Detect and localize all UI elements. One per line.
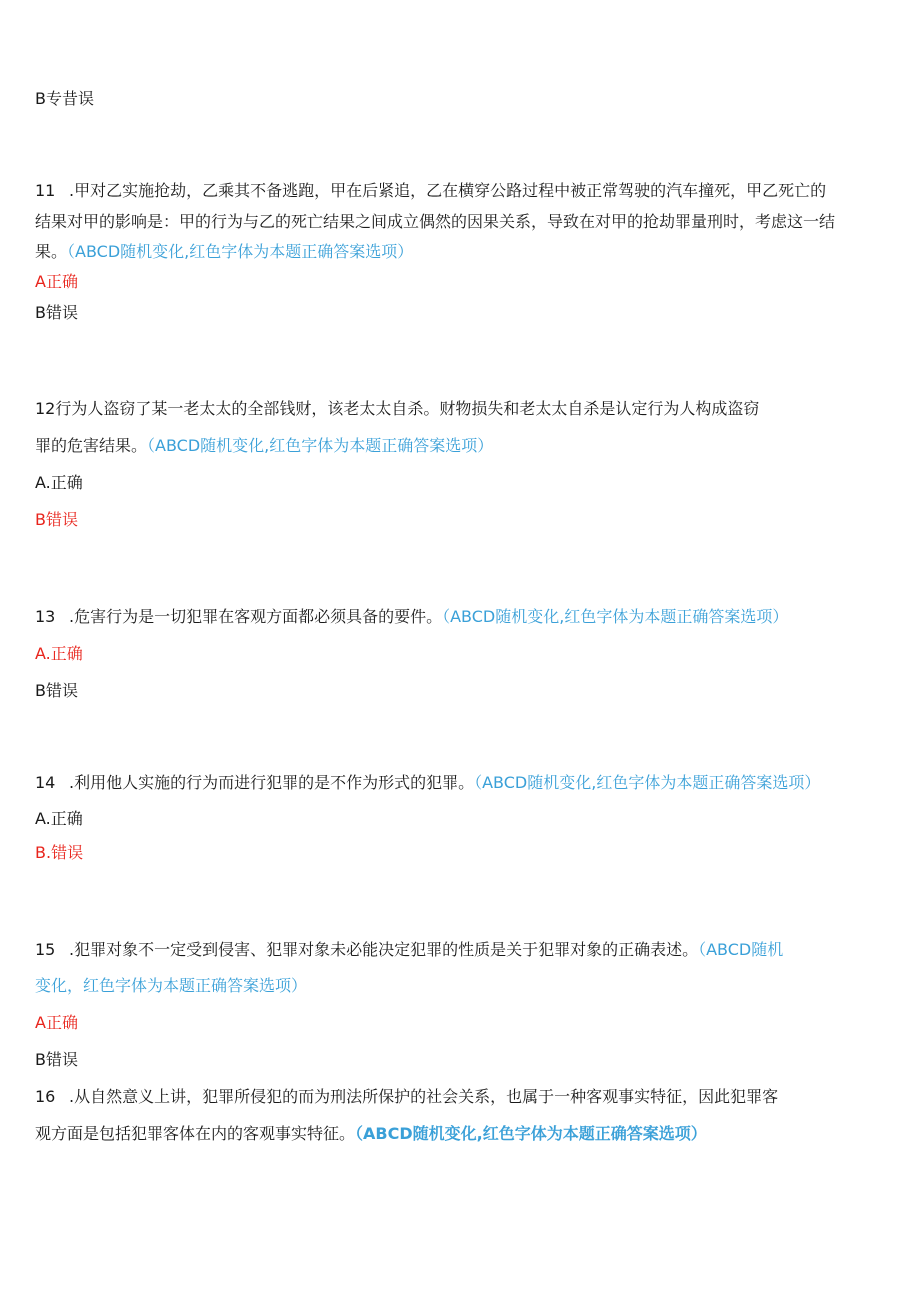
q13-number: 13: [35, 607, 56, 626]
q13-line1: [35, 607, 895, 627]
q11-line3: [35, 242, 895, 262]
q11-hint: （ABCD随机变化,红色字体为本题正确答案选项）: [67, 242, 414, 261]
q15-number: 15: [35, 940, 56, 959]
q11-line1: [35, 181, 895, 201]
q13-option-b: B错误: [35, 681, 78, 700]
q12-hint: （ABCD随机变化,红色字体为本题正确答案选项）: [147, 436, 494, 455]
q13-hint: （ABCD随机变化,红色字体为本题正确答案选项）: [442, 607, 789, 626]
q16-hint: （ABCD随机变化,红色字体为本题正确答案选项）: [355, 1124, 707, 1143]
q11-text-2: 结果对甲的影响是：甲的行为与乙的死亡结果之间成立偶然的因果关系，导致在对甲的抢劫罪量刑时，考虑这一结: [35, 212, 836, 231]
q14-option-b: B.错误: [35, 843, 84, 862]
q16-line1: [35, 1087, 895, 1107]
q15-option-a: A正确: [35, 1013, 78, 1032]
q16-line2: [35, 1124, 895, 1144]
q11-text-1: .甲对乙实施抢劫，乙乘其不备逃跑，甲在后紧追，乙在横穿公路过程中被正常驾驶的汽车撞死，甲乙死亡的: [69, 181, 827, 200]
q12-number: 12: [35, 399, 56, 418]
q15-hint-1: （ABCD随机: [698, 940, 784, 959]
q15-hint-2: 变化，红色字体为本题正确答案选项）: [35, 976, 308, 995]
q12-option-b: B错误: [35, 510, 78, 529]
q12-option-a: A.正确: [35, 473, 83, 492]
q11-number: 11: [35, 181, 56, 200]
q11-text-3: 果。: [35, 242, 68, 261]
q14-text-1: .利用他人实施的行为而进行犯罪的是不作为形式的犯罪。: [69, 773, 475, 792]
q14-number: 14: [35, 773, 56, 792]
q12-line1: [35, 399, 895, 419]
q16-number: 16: [35, 1087, 56, 1106]
q14-option-a: A.正确: [35, 809, 83, 828]
q14-line1: [35, 773, 895, 793]
q14-hint: （ABCD随机变化,红色字体为本题正确答案选项）: [474, 773, 821, 792]
q12-text-2: 罪的危害结果。: [35, 436, 148, 455]
option-b-prev: B专昔误: [35, 89, 94, 108]
q11-option-b: B错误: [35, 303, 78, 322]
q16-text-2: 观方面是包括犯罪客体在内的客观事实特征。: [35, 1124, 356, 1143]
q13-option-a: A.正确: [35, 644, 83, 663]
q16-text-1: .从自然意义上讲，犯罪所侵犯的而为刑法所保护的社会关系，也属于一种客观事实特征，因此犯罪客: [69, 1087, 779, 1106]
q12-text-1: 行为人盗窃了某一老太太的全部钱财，该老太太自杀。财物损失和老太太自杀是认定行为人构成盗窃: [55, 399, 760, 418]
q13-text-1: .危害行为是一切犯罪在客观方面都必须具备的要件。: [69, 607, 443, 626]
q11-option-a: A正确: [35, 272, 78, 291]
q12-line2: [35, 436, 895, 456]
q15-line1: [35, 940, 895, 960]
q15-option-b: B错误: [35, 1050, 78, 1069]
q15-text-1: .犯罪对象不一定受到侵害、犯罪对象未必能决定犯罪的性质是关于犯罪对象的正确表述。: [69, 940, 699, 959]
